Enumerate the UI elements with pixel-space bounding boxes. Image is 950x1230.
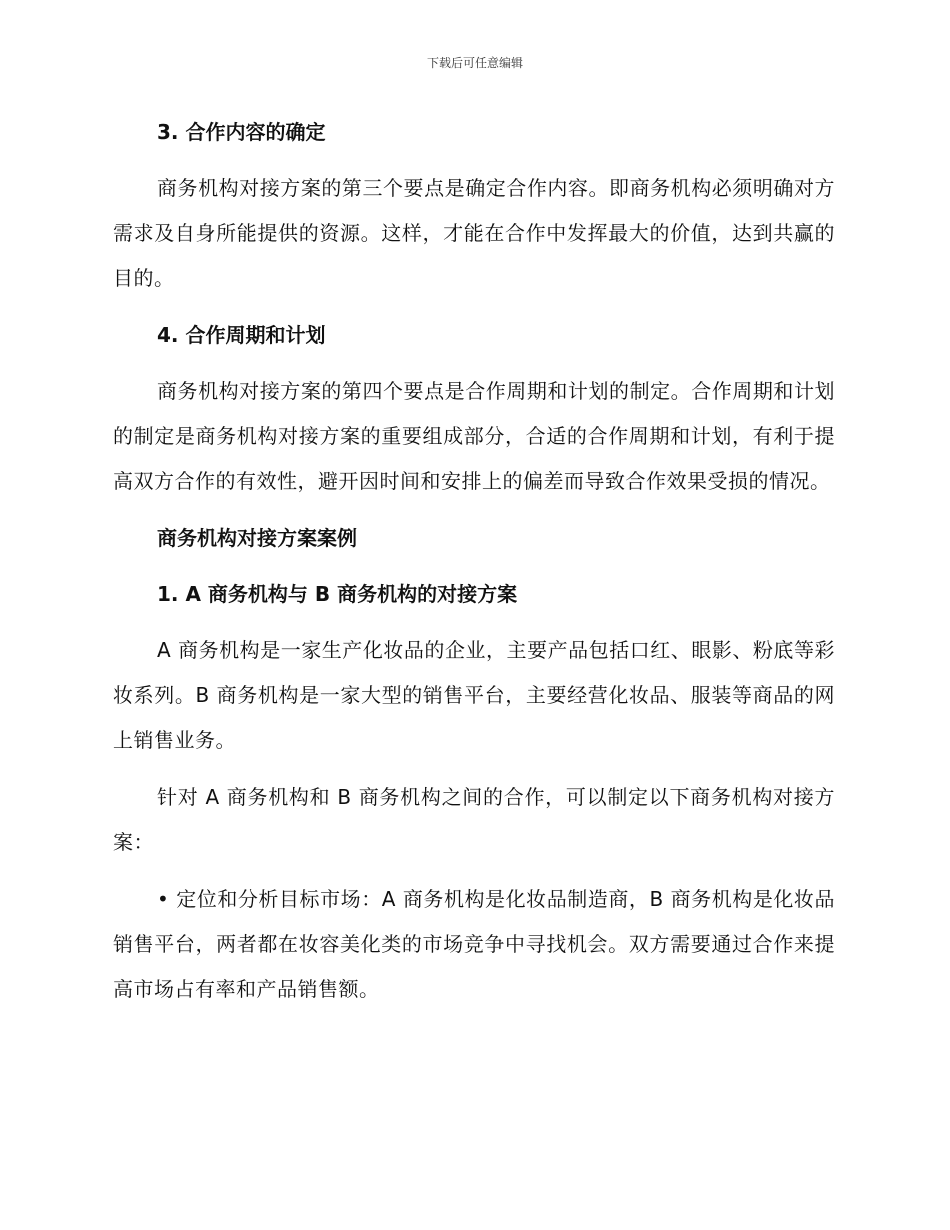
case-paragraph-1: A 商务机构是一家生产化妆品的企业，主要产品包括口红、眼影、粉底等彩妆系列。B 商务机构是一家大型的销售平台，主要经营化妆品、服装等商品的网上销售业务。 [113,638,835,752]
document-body [113,110,835,1024]
case-paragraph-2: 针对 A 商务机构和 B 商务机构之间的合作，可以制定以下商务机构对接方案： [113,785,835,854]
case-heading: 商务机构对接方案案例 [157,526,357,550]
paragraph-3: 商务机构对接方案的第三个要点是确定合作内容。即商务机构必须明确对方需求及自身所能提供的资源。这样，才能在合作中发挥最大的价值，达到共赢的目的。 [113,176,835,290]
case-bullet-1: • 定位和分析目标市场：A 商务机构是化妆品制造商，B 商务机构是化妆品销售平台，两者都在妆容美化类的市场竞争中寻找机会。双方需要通过合作来提高市场占有率和产品销售额。 [113,887,835,1001]
header-note: 下载后可任意编辑 [426,56,523,70]
section-heading-4: 4. 合作周期和计划 [157,323,326,347]
section-heading-3: 3. 合作内容的确定 [157,120,326,144]
case-subheading-1: 1. A 商务机构与 B 商务机构的对接方案 [157,582,518,606]
paragraph-4: 商务机构对接方案的第四个要点是合作周期和计划的制定。合作周期和计划的制定是商务机构对接方案的重要组成部分，合适的合作周期和计划，有利于提高双方合作的有效性，避开因时间和安排上的偏差而导致合作效果受损的情况。 [113,379,835,493]
